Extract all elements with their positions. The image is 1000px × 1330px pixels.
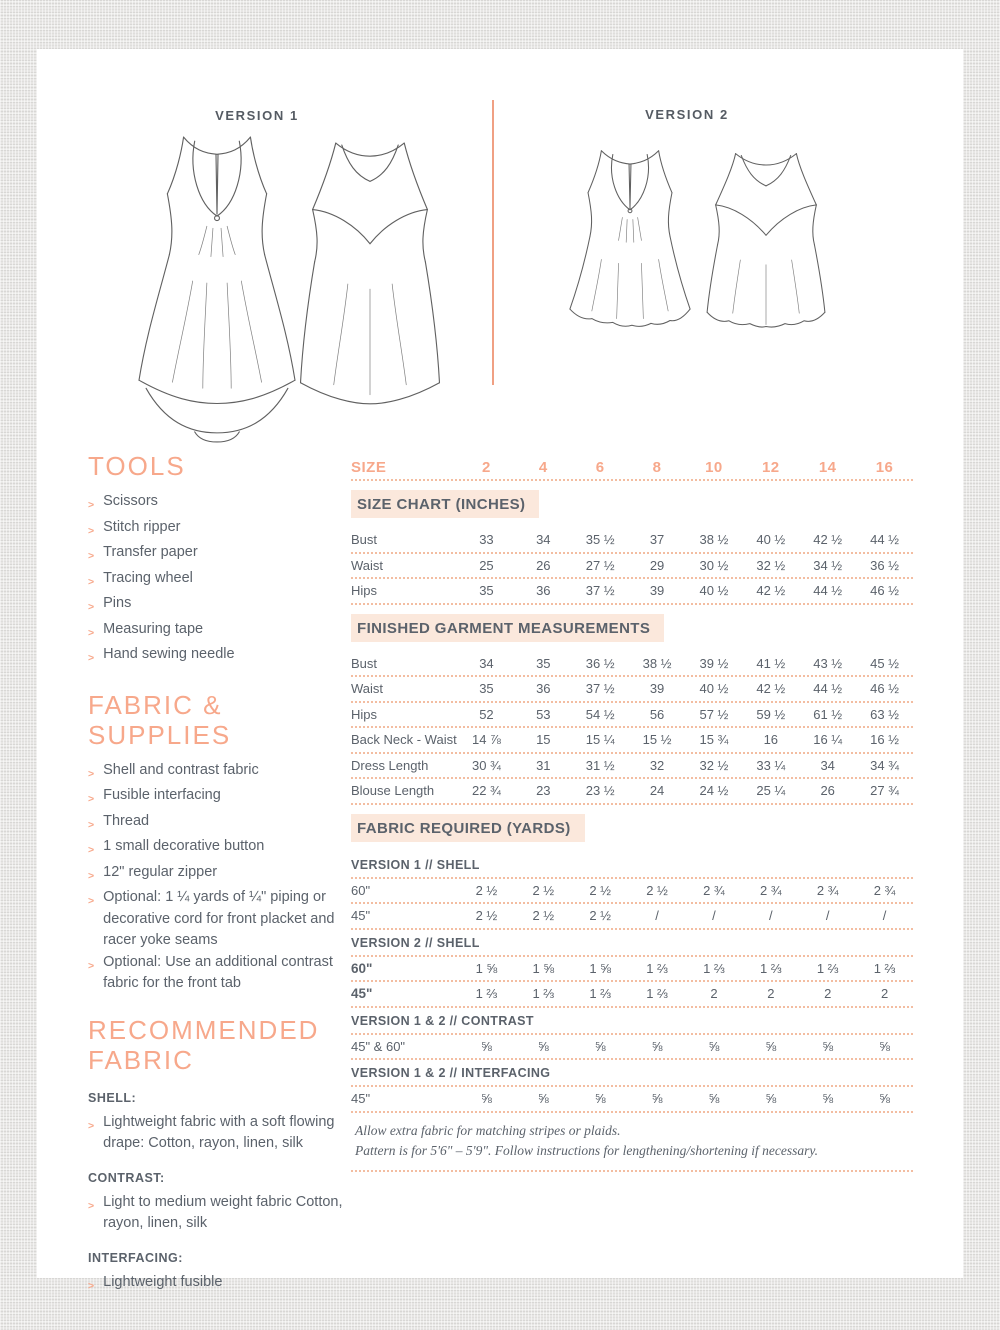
measurement-value: 25 ¼ [756,783,786,799]
size-value: 6 [595,458,605,476]
measurement-value: 2 [767,986,775,1002]
measurement-value: ⅝ [822,1091,834,1107]
measurement-value: ⅝ [537,1091,549,1107]
measurement-value: 1 ⅔ [589,986,612,1002]
measurement-value: 40 ½ [699,681,729,697]
row-label: Hips [351,706,378,722]
row-label: Bust [351,532,378,548]
measurement-value: 36 [536,583,551,599]
row-label: Dress Length [351,757,429,773]
measurement-value: 2 [880,986,889,1002]
size-value: 12 [761,458,780,476]
measurement-value: 16 ¼ [813,732,843,748]
list-item-text: Fusible interfacing [103,787,221,803]
measurement-value: 36 ½ [870,557,900,573]
measurement-value: ⅝ [651,1091,663,1107]
measurement-value: 33 [479,532,494,548]
measurement-value: 44 ½ [813,681,843,697]
version2-label: VERSION 2 [645,107,729,122]
measurement-value: 35 [536,655,551,671]
fabric-section-label: VERSION 1 & 2 // CONTRAST [351,1008,913,1035]
list-item-text: Measuring tape [103,620,204,637]
measurement-value: 1 ⅔ [646,986,668,1002]
row-label: Blouse Length [351,783,435,799]
measurement-row [351,957,913,983]
list-item [88,568,346,594]
measurement-value: 25 [479,557,494,573]
measurement-value: 23 [536,783,551,799]
version1-back-dress-sketch [299,133,441,425]
measurement-value: 63 ½ [870,706,900,722]
measurement-value: ⅝ [822,1038,834,1054]
measurement-value: 42 ½ [756,583,786,599]
size-chart-band: SIZE CHART (INCHES) [351,490,539,518]
list-item-text: Optional: Use an additional contrast fabric for the front tab [103,953,333,991]
list-item-text: Lightweight fusible [103,1273,223,1290]
fabric-group-list [88,1112,346,1155]
size-value: 10 [705,458,723,476]
fabric-group-list [88,1192,346,1235]
measurement-value: 1 ⅔ [759,960,782,976]
measurement-value: 1 ⅔ [816,960,839,976]
size-header-row [351,455,913,481]
measurement-value: 2 ½ [589,882,612,898]
measurement-value: / [712,908,716,924]
chevron-bullet-icon: > [88,767,95,780]
measurement-value: 2 ½ [532,908,555,924]
measurement-value: 39 [649,583,665,599]
recommended-fabric-heading: RECOMMENDED FABRIC [88,1014,320,1075]
measurement-value: 1 ⅝ [532,960,555,976]
list-item [88,811,346,837]
measurement-value: 30 ¾ [471,757,501,773]
measurement-value: 33 ¼ [756,757,786,773]
size-value: 4 [538,458,548,476]
measurement-value: 35 [479,681,494,697]
measurement-value: 42 ½ [813,532,843,548]
row-label: 45" & 60" [351,1038,406,1054]
measurement-value: 41 ½ [756,655,786,671]
chevron-bullet-icon: > [88,550,95,562]
measurement-value: 37 ½ [585,583,615,599]
measurement-value: 2 [824,986,832,1002]
measurement-value: 2 [710,986,718,1002]
measurement-value: 1 ⅔ [703,960,725,976]
measurement-value: 15 [536,732,551,748]
size-value: 16 [875,458,894,476]
list-item [88,887,346,952]
list-item-text: Hand sewing needle [103,646,235,662]
measurement-value: 2 ½ [589,908,612,924]
list-item-text: Optional: 1 ¼ yards of ¼" piping or decorative cord for front placket and racer yoke seams [103,889,335,948]
measurement-row [351,728,913,754]
measurement-value: ⅝ [879,1091,890,1107]
measurement-row [351,754,913,780]
measurement-value: 35 ½ [585,532,615,548]
pattern-sheet-page [37,49,963,1292]
list-item [88,1272,346,1298]
measurement-value: 59 ½ [756,706,786,722]
measurement-value: 2 ¾ [759,882,782,898]
list-item-text: Lightweight fabric with a soft flowing drape: Cotton, rayon, linen, silk [103,1113,335,1151]
chevron-bullet-icon: > [88,1279,95,1292]
measurement-row [351,1087,913,1113]
list-item-text: 12" regular zipper [103,863,218,880]
fabric-required-band: FABRIC REQUIRED (YARDS) [351,814,585,842]
finished-garment-band: FINISHED GARMENT MEASUREMENTS [351,614,664,642]
measurement-value: 44 ½ [813,583,843,599]
measurement-value: 39 ½ [699,655,729,671]
measurement-value: 32 ½ [699,757,729,773]
measurement-value: 26 [820,783,835,799]
measurement-value: 32 ½ [756,557,786,573]
measurement-value: 35 [479,583,494,599]
row-label: Hips [351,583,378,599]
measurement-value: 34 [536,532,551,548]
sidebar [88,451,346,1313]
measurement-row [351,528,913,554]
list-item [88,785,346,811]
size-value: 2 [482,458,491,476]
row-label: Waist [351,557,384,573]
measurement-value: 56 [649,706,665,722]
measurement-value: ⅝ [594,1038,606,1054]
measurement-value: ⅝ [708,1091,720,1107]
fabric-supplies-heading: FABRIC & SUPPLIES [88,689,232,750]
measurement-value: 46 ½ [870,583,900,599]
measurement-value: 53 [536,706,551,722]
measurement-value: 46 ½ [870,681,900,697]
list-item [88,952,346,995]
measurement-row [351,677,913,703]
measurement-value: 61 ½ [813,706,843,722]
measurement-value: 37 ½ [585,681,615,697]
measurement-row [351,904,913,930]
footnotes [351,1113,913,1172]
measurement-value: 23 ½ [585,783,615,799]
row-label: 45" [351,986,373,1002]
measurement-value: 36 [536,681,551,697]
measurement-row [351,982,913,1008]
fabric-section-label: VERSION 1 // SHELL [351,852,913,879]
list-item-text: Thread [103,812,150,829]
measurement-value: 31 ½ [585,757,615,773]
measurement-value: 15 ¼ [585,732,615,748]
row-label: Bust [351,655,378,671]
measurement-value: 37 [649,532,665,548]
measurement-value: 2 ½ [646,882,668,898]
measurement-value: / [825,908,830,924]
measurement-row [351,1035,913,1061]
list-item [88,517,346,543]
measurement-row [351,579,913,605]
measurement-value: 30 ½ [699,557,729,573]
measurement-value: 40 ½ [756,532,786,548]
measurement-value: 2 ½ [532,882,555,898]
row-label: Back Neck - Waist [351,732,457,748]
measurement-value: 15 ¾ [699,732,729,748]
list-item [88,491,346,517]
measurement-value: / [882,908,887,924]
fabric-section-label: VERSION 2 // SHELL [351,930,913,957]
version2-back-blouse-sketch [700,146,832,336]
list-item [88,542,346,568]
measurement-value: 34 [479,655,494,671]
measurement-row [351,879,913,905]
measurement-value: 2 ¾ [703,882,725,898]
measurement-value: / [769,908,773,924]
list-item-text: Scissors [103,493,158,509]
measurement-value: ⅝ [765,1091,777,1107]
chevron-bullet-icon: > [88,959,95,972]
row-label: 60" [351,960,373,976]
measurement-value: 45 ½ [870,655,900,671]
measurement-value: ⅝ [708,1038,720,1054]
chevron-bullet-icon: > [88,869,95,882]
measurement-value: 36 ½ [585,655,615,671]
row-label: 45" [351,908,371,924]
measurement-value: 54 ½ [585,706,615,722]
measurement-row [351,652,913,678]
fabric-supplies-list [88,760,346,995]
measurement-value: 26 [536,557,551,573]
measurement-value: 2 ½ [475,882,498,898]
measurement-value: 1 ⅝ [589,960,612,976]
measurement-value: ⅝ [879,1038,890,1054]
measurements-panel [351,455,913,1172]
tools-list [88,491,346,670]
measurement-value: 24 ½ [699,783,729,799]
chevron-bullet-icon: > [88,524,95,537]
measurement-value: ⅝ [594,1091,606,1107]
list-item-text: Shell and contrast fabric [103,761,259,778]
list-item [88,593,346,619]
fabric-required-table [351,852,913,1113]
measurement-value: 2 ¾ [816,882,839,898]
measurement-value: 15 ½ [642,732,672,748]
chevron-bullet-icon: > [88,818,95,831]
tools-heading: TOOLS [88,451,186,481]
list-item-text: Stitch ripper [103,518,181,535]
chevron-bullet-icon: > [88,575,95,588]
size-chart-table [351,528,913,605]
measurement-value: 34 ½ [813,557,843,573]
measurement-value: 2 ½ [475,908,498,924]
measurement-value: 27 ½ [585,557,615,573]
measurement-value: 1 ⅔ [475,986,498,1002]
measurement-value: ⅝ [765,1038,777,1054]
chevron-bullet-icon: > [88,499,95,511]
list-item [88,1112,346,1155]
list-item-text: 1 small decorative button [103,838,265,854]
measurement-value: 1 ⅔ [873,960,896,976]
row-label: 45" [351,1091,371,1107]
measurement-value: 1 ⅝ [475,960,498,976]
list-item-text: Light to medium weight fabric Cotton, rayon, linen, silk [103,1193,343,1231]
measurement-value: ⅝ [481,1038,492,1054]
list-item-text: Tracing wheel [103,569,193,586]
fabric-section-label: VERSION 1 & 2 // INTERFACING [351,1060,913,1087]
measurement-value: ⅝ [537,1038,549,1054]
measurement-value: 57 ½ [699,706,729,722]
list-item [88,1192,346,1235]
measurement-row [351,779,913,805]
list-item [88,836,346,862]
size-row-label: SIZE [351,458,387,476]
measurement-value: 31 [536,757,551,773]
list-item [88,862,346,888]
measurement-value: 32 [649,757,665,773]
measurement-value: 52 [479,706,494,722]
list-item-text: Pins [103,595,132,611]
fabric-group-list [88,1272,346,1298]
measurement-row [351,554,913,580]
chevron-bullet-icon: > [88,1119,95,1132]
note-text: Pattern is for 5'6" – 5'9". Follow instructions for lengthening/shortening if necessary. [355,1142,818,1158]
list-item [88,619,346,645]
fabric-group-label: SHELL: [88,1090,137,1105]
finished-garment-table [351,652,913,805]
chevron-bullet-icon: > [88,601,95,613]
measurement-value: 14 ⅞ [471,732,501,748]
note-text: Allow extra fabric for matching stripes or plaids. [355,1122,621,1138]
chevron-bullet-icon: > [88,626,95,639]
measurement-value: 43 ½ [813,655,843,671]
measurement-value: 34 ¾ [870,757,900,773]
measurement-value: ⅝ [481,1091,492,1107]
measurement-value: 16 [763,732,779,748]
list-item-text: Transfer paper [103,544,198,560]
measurement-value: 16 ½ [870,732,900,748]
measurement-value: 38 ½ [642,655,672,671]
measurement-row [351,703,913,729]
version1-label: VERSION 1 [215,108,299,123]
chevron-bullet-icon: > [88,1199,95,1212]
row-label: Waist [351,681,384,697]
measurement-value: 38 ½ [699,532,729,548]
fabric-group-label: INTERFACING: [88,1250,183,1265]
measurement-value: 1 ⅔ [532,986,555,1002]
version1-front-dress-sketch [135,129,299,443]
version2-front-blouse-sketch [559,145,701,331]
chevron-bullet-icon: > [88,793,95,805]
measurement-value: 1 ⅔ [646,960,668,976]
measurement-value: 40 ½ [699,583,729,599]
list-item [88,760,346,786]
measurement-value: / [655,908,659,924]
measurement-value: ⅝ [651,1038,663,1054]
list-item [88,644,346,670]
measurement-value: 42 ½ [756,681,786,697]
measurement-value: 24 [649,783,665,799]
version-divider-line [492,100,494,385]
measurement-value: 44 ½ [870,532,900,548]
size-value: 14 [818,458,837,476]
measurement-value: 2 ¾ [873,882,896,898]
row-label: 60" [351,882,371,898]
measurement-value: 39 [649,681,665,697]
measurement-value: 27 ¾ [870,783,900,799]
measurement-value: 29 [649,557,665,573]
measurement-value: 22 ¾ [471,783,501,799]
measurement-value: 34 [820,757,835,773]
size-value: 8 [652,458,662,476]
recommended-fabric-groups [88,1091,346,1298]
fabric-group-label: CONTRAST: [88,1170,165,1185]
chevron-bullet-icon: > [88,895,95,907]
chevron-bullet-icon: > [88,844,95,856]
chevron-bullet-icon: > [88,652,95,664]
